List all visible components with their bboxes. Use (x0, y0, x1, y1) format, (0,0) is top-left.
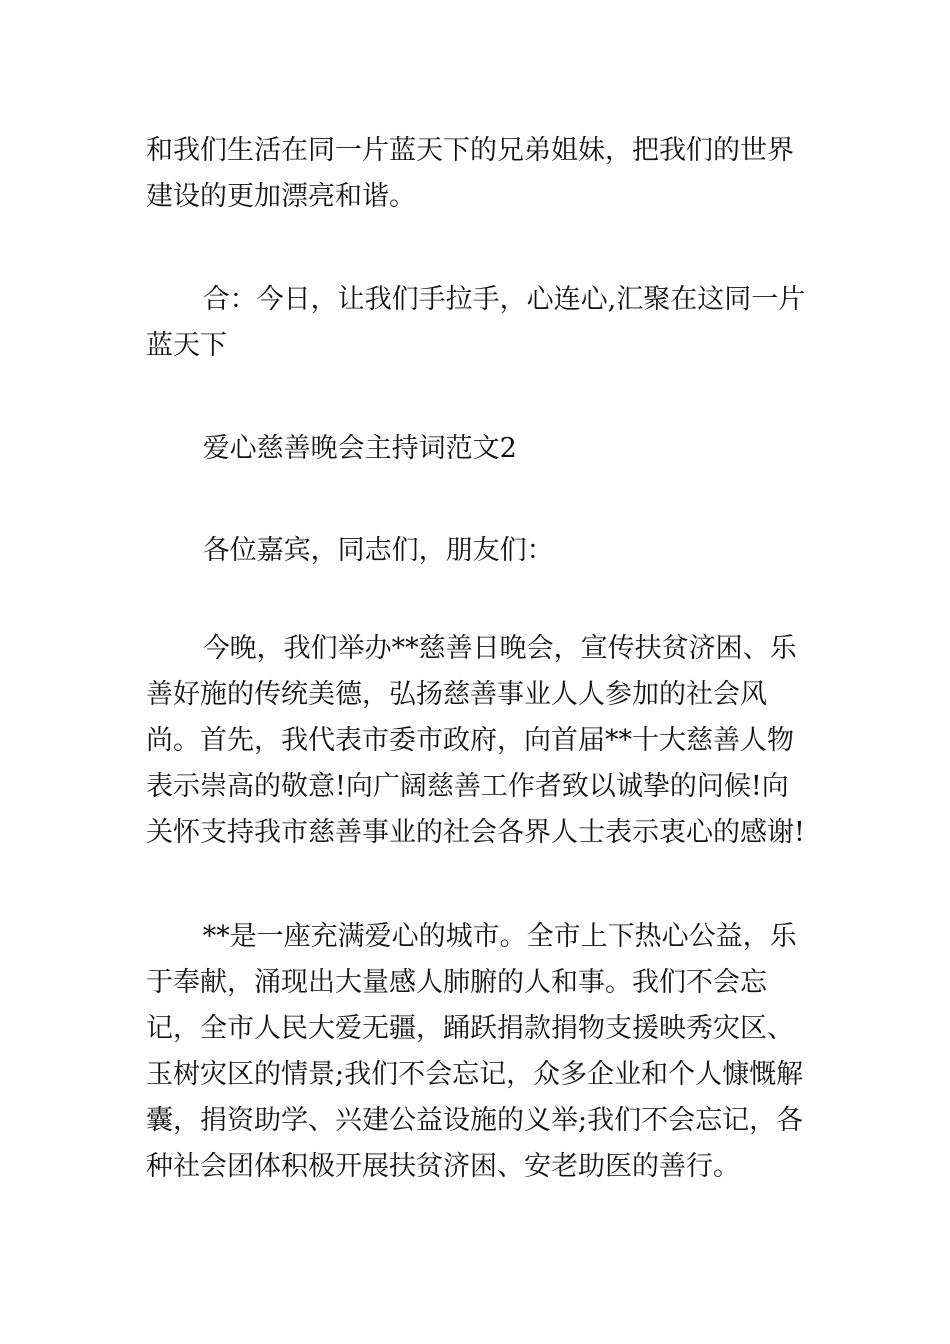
section-heading: 爱心慈善晚会主持词范文2 (202, 433, 517, 464)
paragraph-greeting: 各位嘉宾，同志们，朋友们： (202, 535, 554, 566)
paragraph-opening: 今晚，我们举办**慈善日晚会，宣传扶贫济困、乐善好施的传统美德，弘扬慈善事业人人参加的社会风尚。首先，我代表市委市政府，向首届**十大慈善人物表示崇高的敬意!向广阔慈善工作者致以诚挚的问候!向关怀支持我市慈善事业的社会各界人士表示衷心的感谢! (146, 633, 805, 848)
paragraph-city: **是一座充满爱心的城市。全市上下热心公益，乐于奉献，涌现出大量感人肺腑的人和事。我们不会忘记，全市人民大爱无疆，踊跃捐款捐物支援映秀灾区、玉树灾区的情景;我们不会忘记，众多企业和个人慷慨解囊，捐资助学、兴建公益设施的义举;我们不会忘记，各种社会团体积极开展扶贫济困、安老助医的善行。 (146, 921, 804, 1182)
paragraph-continuation: 和我们生活在同一片蓝天下的兄弟姐妹，把我们的世界建设的更加漂亮和谐。 (146, 135, 794, 212)
paragraph-closing: 合：今日，让我们手拉手，心连心,汇聚在这同一片蓝天下 (146, 284, 806, 361)
